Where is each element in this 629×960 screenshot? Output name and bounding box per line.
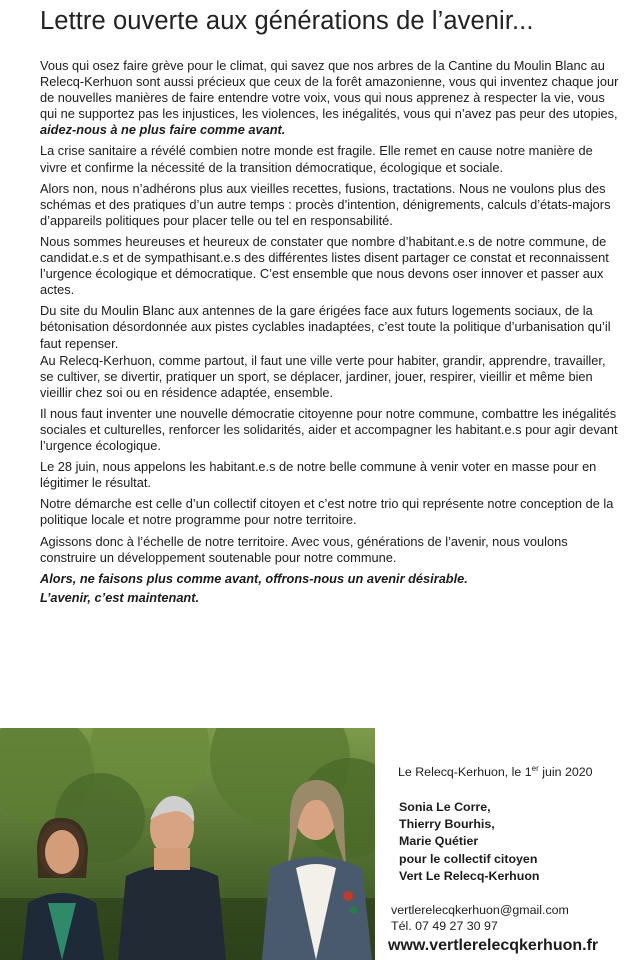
place-date-text: Le Relecq-Kerhuon, le 1 <box>398 765 532 780</box>
paragraph: Au Relecq-Kerhuon, comme partout, il faut une ville verte pour habiter, grandir, apprendre, travailler, se cultiver, se divertir, pratiquer un sport, se déplacer, jardiner, jouer, respirer, vieillir et même bien vieillir chez soi ou en résidence adaptée, ensemble. <box>40 352 606 400</box>
website-link[interactable]: www.vertlerelecqkerhuon.fr <box>388 937 599 955</box>
paragraph: La crise sanitaire a révélé combien notre monde est fragile. Elle remet en cause notre manière de vivre et confirme la nécessité de la transition démocratique, écologique et sociale. <box>40 143 593 175</box>
signatory-name: Sonia Le Corre, <box>399 799 491 814</box>
phone-number: Tél. 07 49 27 30 97 <box>391 918 498 933</box>
paragraph-text: Vous qui osez faire grève pour le climat, qui savez que nos arbres de la Cantine du Moulin Blanc au Relecq-Kerhuon sont aussi précieux que ceux de la forêt amazonienne, vous qui inventez chaque jour de nouvelles manières de faire entendre votre voix, vous qui nous apprenez à respecter la vie, vous qui ne supportez pas les injustices, les violences, les inégalités, vous qui n’avez pas peur des utopies, <box>40 58 619 122</box>
paragraph: Il nous faut inventer une nouvelle démocratie citoyenne pour notre commune, combattre les inégalités sociales et culturelles, renforcer les solidarités, aider et accompagner les habitant.e.s pour agir devant l’urgence écologique. <box>40 405 618 454</box>
signatory-name: Thierry Bourhis, <box>399 816 495 831</box>
paragraph: Notre démarche est celle d’un collectif citoyen et c’est notre trio qui représente notre conception de la politique locale et notre programme pour notre territoire. <box>40 496 614 528</box>
photo-illustration <box>0 728 375 960</box>
date-text: juin 2020 <box>538 765 593 780</box>
paragraph: Agissons donc à l’échelle de notre territoire. Avec vous, générations de l’avenir, nous voulons construire un développement soutenable pour notre commune. <box>40 533 568 565</box>
page-title: Lettre ouverte aux générations de l’avenir... <box>40 7 534 35</box>
email-address[interactable]: vertlerelecqkerhuon@gmail.com <box>391 902 569 917</box>
paragraph: Nous sommes heureuses et heureux de constater que nombre d’habitant.e.s de notre commune, de candidat.e.s et de sympathisant.e.s des différentes listes disent partager ce constat et reconnaissent l’urgence écologique et démocratique. C’est ensemble que nous devons oser innover et passer aux actes. <box>40 233 609 298</box>
paragraph: Le 28 juin, nous appelons les habitant.e.s de notre belle commune à venir voter en masse pour en légitimer le résultat. <box>40 459 597 491</box>
place-date <box>398 760 628 782</box>
closing-line: L’avenir, c’est maintenant. <box>40 589 200 605</box>
paragraph <box>40 58 620 138</box>
signatory-name: Marie Quétier <box>399 834 479 849</box>
group-photo <box>0 728 375 960</box>
collective-line: pour le collectif citoyen <box>399 851 538 866</box>
letter-body <box>40 58 620 611</box>
signatories <box>388 799 628 886</box>
emphasis-text: aidez-nous à ne plus faire comme avant. <box>40 122 286 138</box>
collective-name: Vert Le Relecq-Kerhuon <box>399 869 540 884</box>
closing-line: Alors, ne faisons plus comme avant, offrons-nous un avenir désirable. <box>40 570 468 586</box>
paragraph: Du site du Moulin Blanc aux antennes de la gare érigées face aux futurs logements sociaux, de la bétonisation désordonnée aux pistes cyclables inadaptées, c’est toute la politique d’urbanisation qu’il faut repenser. <box>40 303 611 351</box>
ordinal-suffix: er <box>531 764 539 773</box>
signature-block <box>388 760 628 955</box>
paragraph: Alors non, nous n’adhérons plus aux vieilles recettes, fusions, tractations. Nous ne voulons plus des schémas et des pratiques d’un autre temps : procès d’intention, dénigrements, calculs d’états-majors d’appareils politiques pour placer telle ou tel en responsabilité. <box>40 180 611 228</box>
